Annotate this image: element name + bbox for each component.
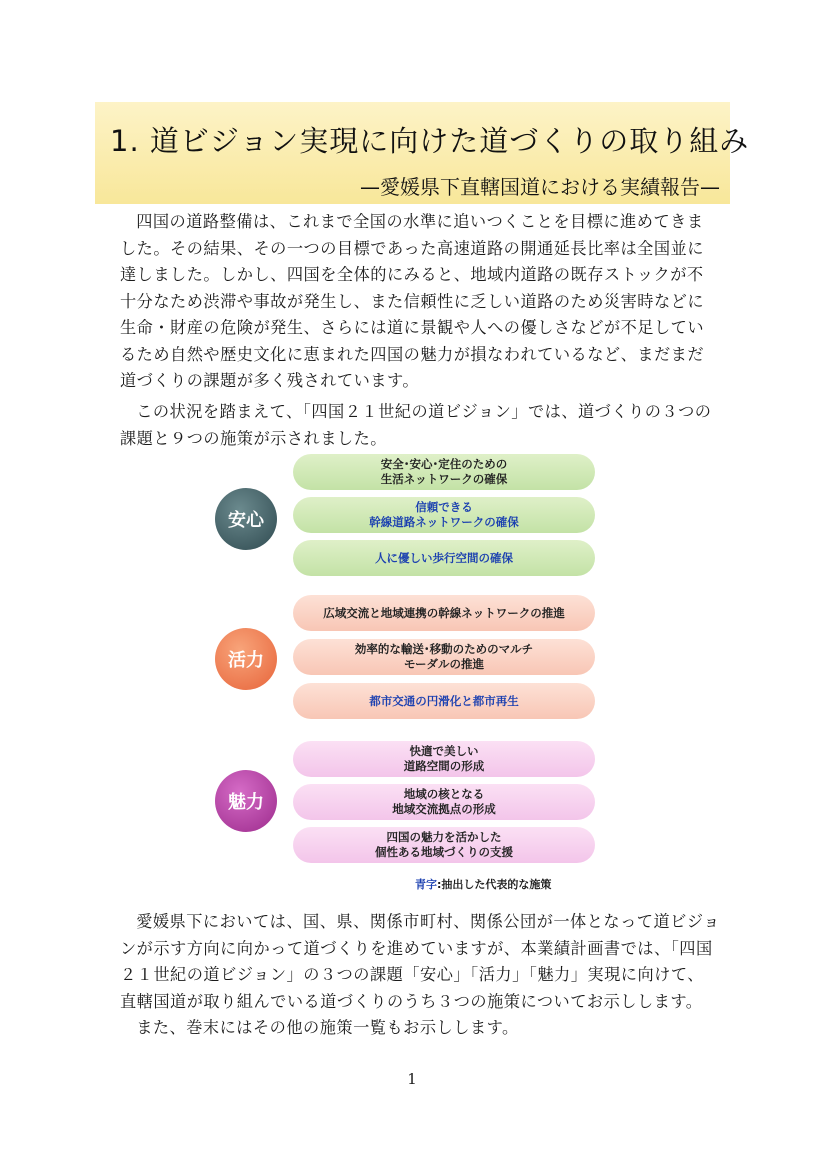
policy-item: 地域の核となる 地域交流拠点の形成 — [293, 784, 595, 820]
page-number: 1 — [407, 1070, 417, 1088]
circle-miryoku: 魅力 — [215, 770, 277, 832]
policy-item: 快適で美しい 道路空間の形成 — [293, 741, 595, 777]
circle-katsuryoku: 活力 — [215, 628, 277, 690]
circle-anshin: 安心 — [215, 488, 277, 550]
caption-text: :抽出した代表的な施策 — [437, 878, 552, 891]
intro-paragraph-2: この状況を踏まえて、「四国２１世紀の道ビジョン」では、道づくりの３つの課題と９つの施策が示されました。 — [120, 402, 712, 448]
diagram-caption — [415, 876, 551, 892]
page-subtitle: —愛媛県下直轄国道における実績報告— — [360, 175, 720, 199]
policy-item-highlight: 信頼できる 幹線道路ネットワークの確保 — [293, 497, 595, 533]
policy-item-highlight: 都市交通の円滑化と都市再生 — [293, 683, 595, 719]
policy-item: 四国の魅力を活かした 個性ある地域づくりの支援 — [293, 827, 595, 863]
policy-item: 効率的な輸送･移動のためのマルチ モーダルの推進 — [293, 639, 595, 675]
caption-key: 青字 — [415, 878, 437, 891]
policy-item-highlight: 人に優しい歩行空間の確保 — [293, 540, 595, 576]
policy-item: 広域交流と地域連携の幹線ネットワークの推進 — [293, 595, 595, 631]
page-title: 1. 道ビジョン実現に向けた道づくりの取り組み — [110, 124, 750, 158]
intro-paragraph-1: 四国の道路整備は、これまで全国の水準に追いつくことを目標に進めてきました。その結果、その一つの目標であった高速道路の開通延長比率は全国並に達しました。しかし、四国を全体的にみると、地域内道路の既存ストックが不十分なため渋滞や事故が発生し、また信頼性に乏しい道路のため災害時などに生命・財産の危険が発生、さらには道に景観や人への優しさなどが不足しているため自然や歴史文化に恵まれた四国の魅力が損なわれているなど、まだまだ道づくりの課題が多く残されています。 — [120, 212, 705, 390]
body-paragraph-3: 愛媛県下においては、国、県、関係市町村、関係公団が一体となって道ビジョンが示す方向に向かって道づくりを進めていますが、本業績計画書では、「四国２１世紀の道ビジョン」の３つの課題「安心」「活力」「魅力」実現に向けて、直轄国道が取り組んでいる道づくりのうち３つの施策についてお示しします。 — [120, 912, 720, 1011]
body-paragraph-4: また、巻末にはその他の施策一覧もお示しします。 — [136, 1018, 519, 1037]
policy-item: 安全･安心･定住のための 生活ネットワークの確保 — [293, 454, 595, 490]
